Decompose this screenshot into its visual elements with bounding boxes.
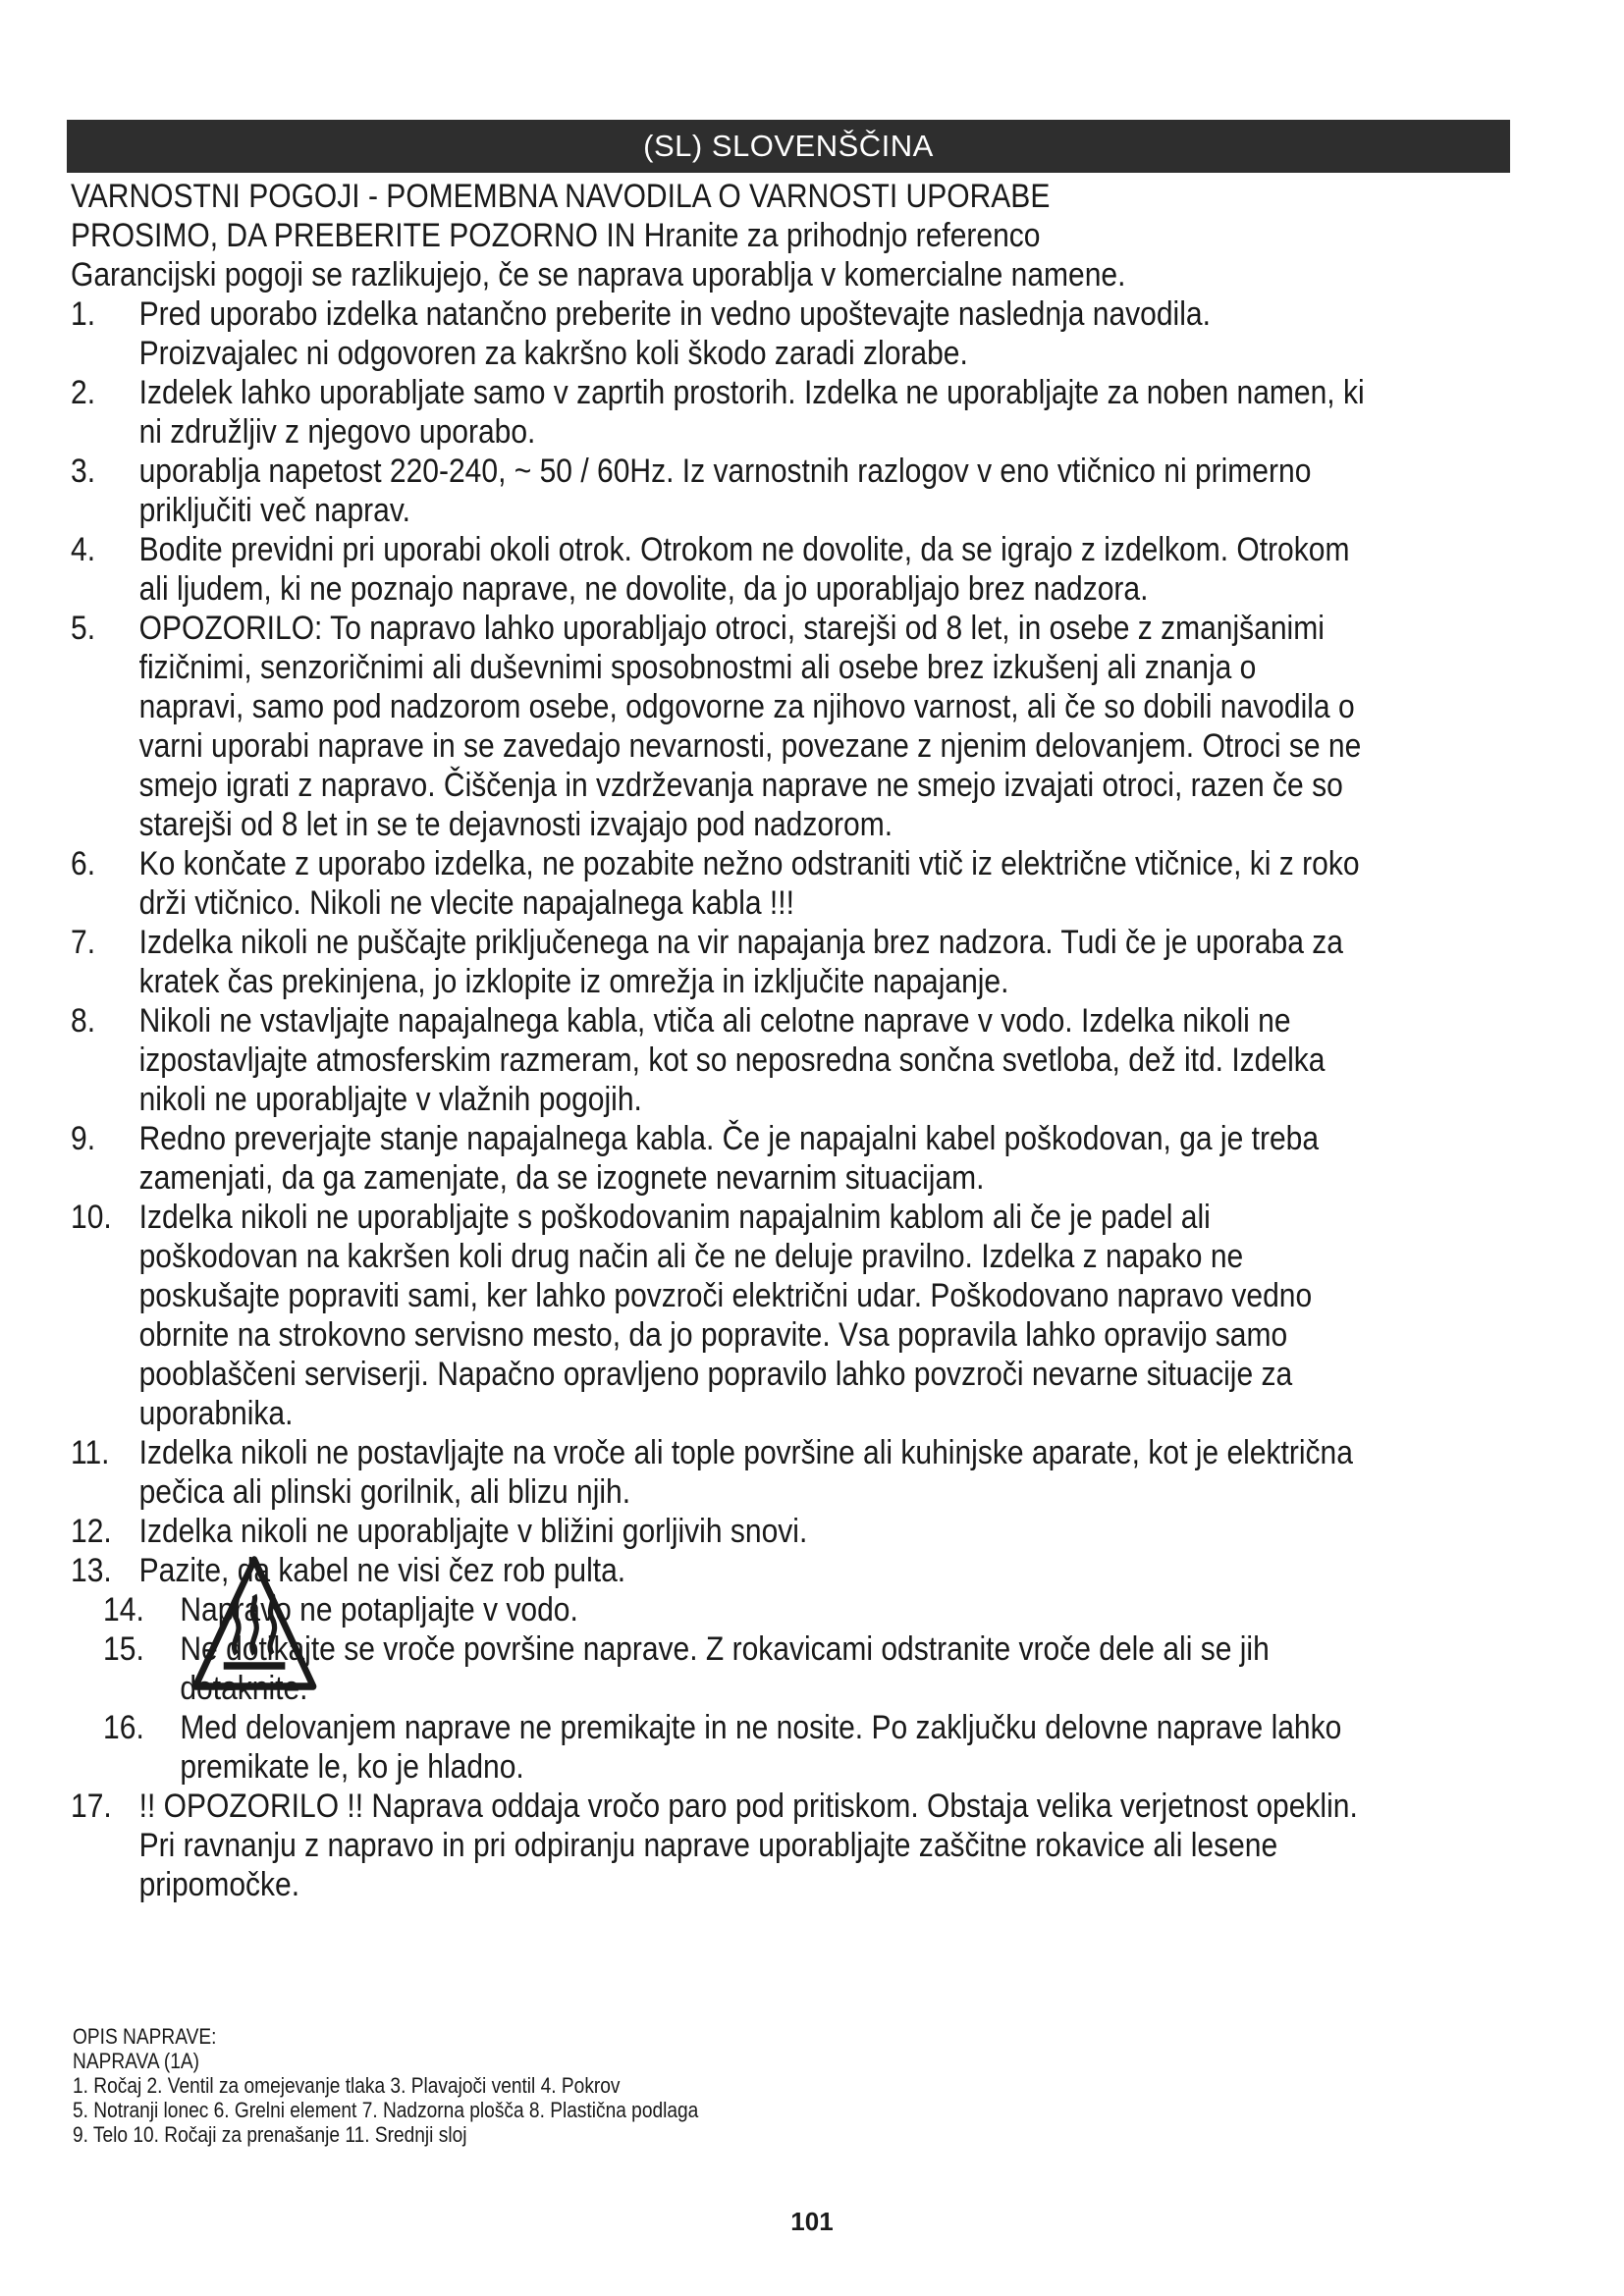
list-item: 4. Bodite previdni pri uporabi okoli otrok. Otrokom ne dovolite, da se igrajo z izdelkom. Otrokom ali ljudem, ki ne poznajo naprave, ne dovolite, da jo uporabljajo brez nadzora. (71, 531, 1350, 608)
list-item: 16. Med delovanjem naprave ne premikajte in ne nosite. Po zaključku delovne naprave lahko premikate le, ko je hladno. (103, 1709, 1342, 1786)
hot-surface-list (71, 1590, 1369, 1787)
language-header (67, 120, 1510, 173)
list-item: 15. Ne dotikajte se vroče površine naprave. Z rokavicami odstranite vroče dele ali se jih dotaknite. (103, 1630, 1270, 1707)
list-item: 11. Izdelka nikoli ne postavljajte na vroče ali tople površine ali kuhinjske aparate, kot je električna pečica ali plinski gorilnik, ali blizu njih. (71, 1434, 1353, 1511)
list-item: 10. Izdelka nikoli ne uporabljajte s poškodovanim napajalnim kablom ali če je padel ali poškodovan na kakršen koli drug način ali če ne deluje pravilno. Izdelka z napako ne poskušajte popraviti sami, ker lahko povzroči električni udar. Poškodovano napravo vedno obrnite na strokovno servisno mesto, da jo popravite. Vsa popravila lahko opravijo samo pooblaščeni serviserji. Napačno opravljeno popravilo lahko povzroči nevarne situacije za uporabnika. (71, 1199, 1313, 1432)
intro-heading: VARNOSTNI POGOJI - POMEMBNA NAVODILA O VARNOSTI UPORABE (71, 178, 1051, 215)
list-item: 7. Izdelka nikoli ne puščajte priključenega na vir napajanja brez nadzora. Tudi če je uporaba za kratek čas prekinjena, jo izklopite iz omrežja in izključite napajanje. (71, 924, 1343, 1000)
intro-read-carefully: PROSIMO, DA PREBERITE POZORNO IN Hranite za prihodnjo referenco (71, 217, 1041, 254)
list-item: 5. OPOZORILO: To napravo lahko uporabljajo otroci, starejši od 8 let, in osebe z zmanjšanimi fizičnimi, senzoričnimi ali duševnimi sposobnostmi ali osebe brez izkušenj ali znanja o napravi, samo pod nadzorom osebe, odgovorne za njihovo varnost, ali če so dobili navodila o varni uporabi naprave in se zavedajo nevarnosti, povezane z njenim delovanjem. Otroci se ne smejo igrati z napravo. Čiščenja in vzdrževanja naprave ne smejo izvajati otroci, razen če so starejši od 8 let in se te dejavnosti izvajajo pod nadzorom. (71, 610, 1362, 843)
description-line: 9. Telo 10. Ročaji za prenašanje 11. Srednji sloj (73, 2122, 467, 2147)
safety-list (71, 294, 1369, 1590)
page-number: 101 (790, 2207, 834, 2236)
list-item: 3. uporablja napetost 220-240, ~ 50 / 60Hz. Iz varnostnih razlogov v eno vtičnico ni primerno priključiti več naprav. (71, 453, 1312, 529)
list-item: 1. Pred uporabo izdelka natančno preberite in vedno upoštevajte naslednja navodila. Proizvajalec ni odgovoren za kakršno koli škodo zaradi zlorabe. (71, 295, 1211, 372)
hot-surface-block (71, 1590, 1369, 1787)
description-line: 1. Ročaj 2. Ventil za omejevanje tlaka 3. Plavajoči ventil 4. Pokrov (73, 2073, 621, 2098)
safety-instructions (71, 177, 1369, 1904)
description-subtitle: NAPRAVA (1A) (73, 2049, 200, 2073)
list-item: 2. Izdelek lahko uporabljate samo v zaprtih prostorih. Izdelka ne uporabljajte za noben namen, ki ni združljiv z njegovo uporabo. (71, 374, 1365, 451)
list-item: 12. Izdelka nikoli ne uporabljajte v bližini gorljivih snovi. (71, 1513, 808, 1550)
description-title: OPIS NAPRAVE: (73, 2024, 217, 2049)
final-warning-list (71, 1787, 1369, 1904)
language-title: (SL) SLOVENŠČINA (643, 129, 934, 163)
list-item: 17. !! OPOZORILO !! Naprava oddaja vročo paro pod pritiskom. Obstaja velika verjetnost opeklin. Pri ravnanju z napravo in pri odpiranju naprave uporabljajte zaščitne rokavice ali lesene pripomočke. (71, 1788, 1358, 1903)
list-item: 14. Napravo ne potapljajte v vodo. (103, 1591, 578, 1629)
list-item: 13. Pazite, da kabel ne visi čez rob pulta. (71, 1552, 626, 1589)
list-item: 9. Redno preverjajte stanje napajalnega kabla. Če je napajalni kabel poškodovan, ga je treba zamenjati, da ga zamenjate, da se izognete nevarnim situacijam. (71, 1120, 1320, 1197)
list-item: 8. Nikoli ne vstavljajte napajalnega kabla, vtiča ali celotne naprave v vodo. Izdelka nikoli ne izpostavljajte atmosferskim razmeram, kot so neposredna sončna svetloba, dež itd. Izdelka nikoli ne uporabljajte v vlažnih pogojih. (71, 1002, 1326, 1118)
description-line: 5. Notranji lonec 6. Grelni element 7. Nadzorna plošča 8. Plastična podlaga (73, 2098, 699, 2122)
list-item: 6. Ko končate z uporabo izdelka, ne pozabite nežno odstraniti vtič iz električne vtičnice, ki z roko drži vtičnico. Nikoli ne vlecite napajalnega kabla !!! (71, 845, 1360, 922)
device-description (73, 2024, 1012, 2147)
intro-warranty-note: Garancijski pogoji se razlikujejo, če se naprava uporablja v komercialne namene. (71, 256, 1126, 294)
